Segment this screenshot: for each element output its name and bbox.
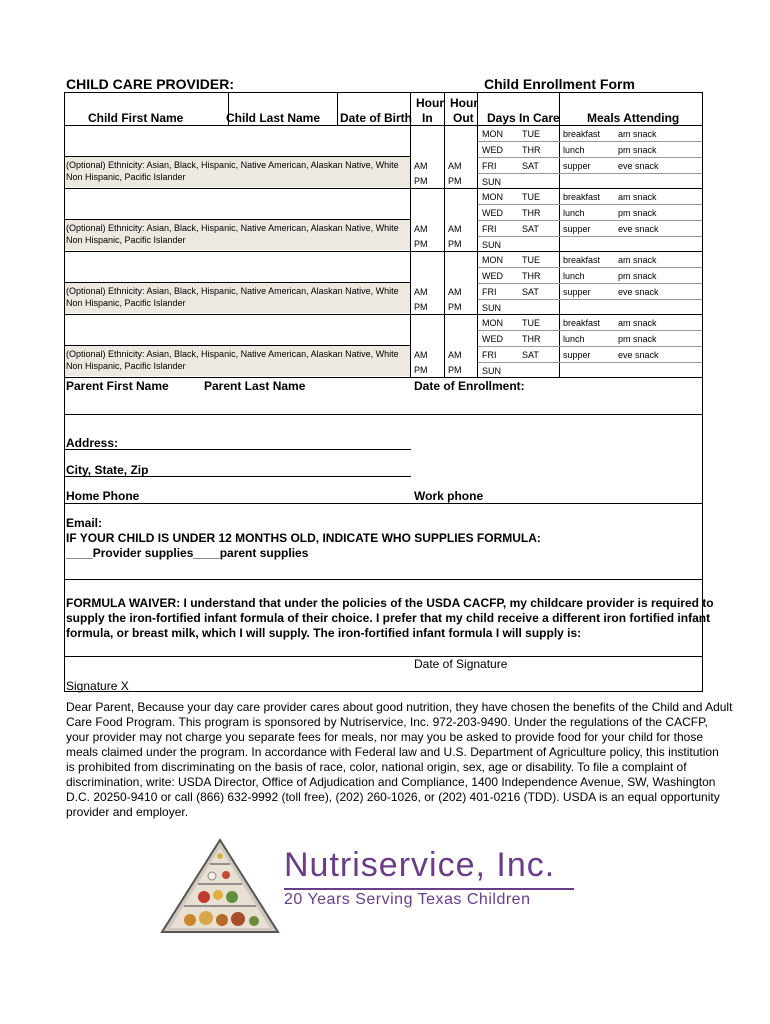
col-days-in-care: Days In Care — [487, 111, 560, 125]
notice-line: Dear Parent, Because your day care provider cares about good nutrition, they have chosen the benefits of the Child and Adult — [66, 700, 733, 714]
meal-option[interactable]: supper — [563, 161, 591, 171]
formula-question: IF YOUR CHILD IS UNDER 12 MONTHS OLD, INDICATE WHO SUPPLIES FORMULA: — [66, 531, 541, 545]
meal-option[interactable]: supper — [563, 350, 591, 360]
parent-last-name-label: Parent Last Name — [204, 379, 306, 393]
day-option[interactable]: SUN — [482, 177, 502, 187]
col-out: Out — [453, 111, 474, 125]
day-option[interactable]: TUE — [522, 129, 540, 139]
parent-notice — [66, 700, 733, 820]
meal-option[interactable]: lunch — [563, 208, 585, 218]
ethnicity-label-cont: Non Hispanic, Pacific Islander — [66, 172, 186, 182]
day-option[interactable]: THR — [522, 271, 541, 281]
ethnicity-label: (Optional) Ethnicity: Asian, Black, Hispanic, Native American, Alaskan Native, White — [66, 160, 399, 170]
day-option[interactable]: SAT — [522, 224, 539, 234]
company-name: Nutriservice, Inc. — [284, 846, 556, 884]
meal-option[interactable]: lunch — [563, 334, 585, 344]
ethnicity-label-cont: Non Hispanic, Pacific Islander — [66, 361, 186, 371]
notice-line: D.C. 20250-9410 or call (866) 632-9992 (toll free), (202) 260-1026, or (202) 401-0216 (TDD). USDA is an equal opportunity — [66, 790, 720, 804]
provider-supplies-option: ____Provider supplies — [66, 546, 194, 560]
ethnicity-label: (Optional) Ethnicity: Asian, Black, Hispanic, Native American, Alaskan Native, White — [66, 223, 399, 233]
meal-option[interactable]: breakfast — [563, 192, 601, 202]
day-option[interactable]: FRI — [482, 224, 497, 234]
col-hour-in-label: Hour — [416, 96, 444, 110]
meal-option[interactable]: breakfast — [563, 129, 601, 139]
meal-option[interactable]: supper — [563, 224, 591, 234]
notice-line: provider and employer. — [66, 805, 189, 819]
address-label: Address: — [66, 436, 119, 450]
col-in: In — [422, 111, 433, 125]
meal-option[interactable]: lunch — [563, 145, 585, 155]
meal-option[interactable]: am snack — [618, 318, 657, 328]
day-option[interactable]: TUE — [522, 318, 540, 328]
hour-out-am[interactable]: AM — [448, 224, 462, 234]
waiver-line-1: FORMULA WAIVER: I understand that under the policies of the USDA CACFP, my childcare provider is required to — [66, 596, 714, 610]
date-of-signature-label: Date of Signature — [414, 657, 508, 671]
hour-out-pm[interactable]: PM — [448, 176, 462, 186]
home-phone-label: Home Phone — [66, 489, 140, 503]
hour-out-pm[interactable]: PM — [448, 365, 462, 375]
meal-option[interactable]: pm snack — [618, 271, 657, 281]
col-child-first-name: Child First Name — [88, 111, 184, 125]
meal-option[interactable]: am snack — [618, 192, 657, 202]
hour-in-am[interactable]: AM — [414, 161, 428, 171]
day-option[interactable]: WED — [482, 145, 503, 155]
day-option[interactable]: WED — [482, 271, 503, 281]
day-option[interactable]: SUN — [482, 240, 502, 250]
city-state-zip-label: City, State, Zip — [66, 463, 149, 477]
hour-in-am[interactable]: AM — [414, 224, 428, 234]
ethnicity-label-cont: Non Hispanic, Pacific Islander — [66, 298, 186, 308]
email-label: Email: — [66, 516, 103, 530]
hour-in-am[interactable]: AM — [414, 287, 428, 297]
col-child-last-name: Child Last Name — [226, 111, 321, 125]
day-option[interactable]: WED — [482, 208, 503, 218]
ethnicity-label: (Optional) Ethnicity: Asian, Black, Hispanic, Native American, Alaskan Native, White — [66, 349, 399, 359]
day-option[interactable]: FRI — [482, 161, 497, 171]
meal-option[interactable]: lunch — [563, 271, 585, 281]
day-option[interactable]: SAT — [522, 350, 539, 360]
meal-option[interactable]: pm snack — [618, 145, 657, 155]
col-meals-attending: Meals Attending — [587, 111, 680, 125]
hour-in-pm[interactable]: PM — [414, 239, 428, 249]
day-option[interactable]: MON — [482, 192, 503, 202]
ethnicity-label-cont: Non Hispanic, Pacific Islander — [66, 235, 186, 245]
waiver-line-3: formula, or breast milk, which I will supply. The iron-fortified infant formula I will supply is: — [66, 626, 582, 640]
signature-label: Signature X — [66, 679, 129, 693]
meal-option[interactable]: eve snack — [618, 287, 659, 297]
form-title: Child Enrollment Form — [484, 76, 635, 92]
day-option[interactable]: SUN — [482, 366, 502, 376]
hour-in-am[interactable]: AM — [414, 350, 428, 360]
day-option[interactable]: MON — [482, 129, 503, 139]
day-option[interactable]: SAT — [522, 161, 539, 171]
col-date-of-birth: Date of Birth — [340, 111, 412, 125]
notice-line: is prohibited from discriminating on the basis of race, color, national origin, sex, age or disability. To file a complaint of — [66, 760, 687, 774]
day-option[interactable]: THR — [522, 334, 541, 344]
hour-out-pm[interactable]: PM — [448, 302, 462, 312]
day-option[interactable]: SAT — [522, 287, 539, 297]
hour-in-pm[interactable]: PM — [414, 365, 428, 375]
day-option[interactable]: FRI — [482, 350, 497, 360]
meal-option[interactable]: eve snack — [618, 161, 659, 171]
parent-supplies-option: ____parent supplies — [193, 546, 309, 560]
meal-option[interactable]: pm snack — [618, 334, 657, 344]
notice-line: your provider may not charge you separate fees for meals, nor may you be asked to provide food for your child for those — [66, 730, 704, 744]
meal-option[interactable]: supper — [563, 287, 591, 297]
notice-line: meals claimed under the program. In accordance with Federal law and U.S. Department of Agriculture policy, this institution — [66, 745, 719, 759]
hour-out-pm[interactable]: PM — [448, 239, 462, 249]
notice-line: discrimination, write: USDA Director, Office of Adjudication and Compliance, 1400 Independence Avenue, SW, Washington — [66, 775, 716, 789]
day-option[interactable]: FRI — [482, 287, 497, 297]
waiver-line-2: supply the iron-fortified infant formula of their choice. I prefer that my child receive a different iron fortified infant — [66, 611, 711, 625]
day-option[interactable]: TUE — [522, 192, 540, 202]
day-option[interactable]: WED — [482, 334, 503, 344]
day-option[interactable]: TUE — [522, 255, 540, 265]
meal-option[interactable]: am snack — [618, 255, 657, 265]
parent-first-name-label: Parent First Name — [66, 379, 169, 393]
hour-out-am[interactable]: AM — [448, 161, 462, 171]
meal-option[interactable]: breakfast — [563, 318, 601, 328]
day-option[interactable]: MON — [482, 318, 503, 328]
food-pyramid-logo — [160, 838, 280, 934]
day-option[interactable]: THR — [522, 145, 541, 155]
hour-in-pm[interactable]: PM — [414, 176, 428, 186]
enrollment-date-label: Date of Enrollment: — [414, 379, 525, 393]
day-option[interactable]: THR — [522, 208, 541, 218]
hour-out-am[interactable]: AM — [448, 287, 462, 297]
meal-option[interactable]: pm snack — [618, 208, 657, 218]
work-phone-label: Work phone — [414, 489, 484, 503]
meal-option[interactable]: breakfast — [563, 255, 601, 265]
ethnicity-label: (Optional) Ethnicity: Asian, Black, Hispanic, Native American, Alaskan Native, White — [66, 286, 399, 296]
day-option[interactable]: SUN — [482, 303, 502, 313]
hour-in-pm[interactable]: PM — [414, 302, 428, 312]
day-option[interactable]: MON — [482, 255, 503, 265]
col-hour-out-label: Hour — [450, 96, 478, 110]
company-tagline: 20 Years Serving Texas Children — [284, 891, 531, 908]
meal-option[interactable]: eve snack — [618, 224, 659, 234]
meal-option[interactable]: eve snack — [618, 350, 659, 360]
hour-out-am[interactable]: AM — [448, 350, 462, 360]
meal-option[interactable]: am snack — [618, 129, 657, 139]
notice-line: Care Food Program. This program is sponsored by Nutriservice, Inc. 972-203-9490. Under the regulations of the CACFP, — [66, 715, 708, 729]
provider-label: CHILD CARE PROVIDER: — [66, 76, 235, 92]
